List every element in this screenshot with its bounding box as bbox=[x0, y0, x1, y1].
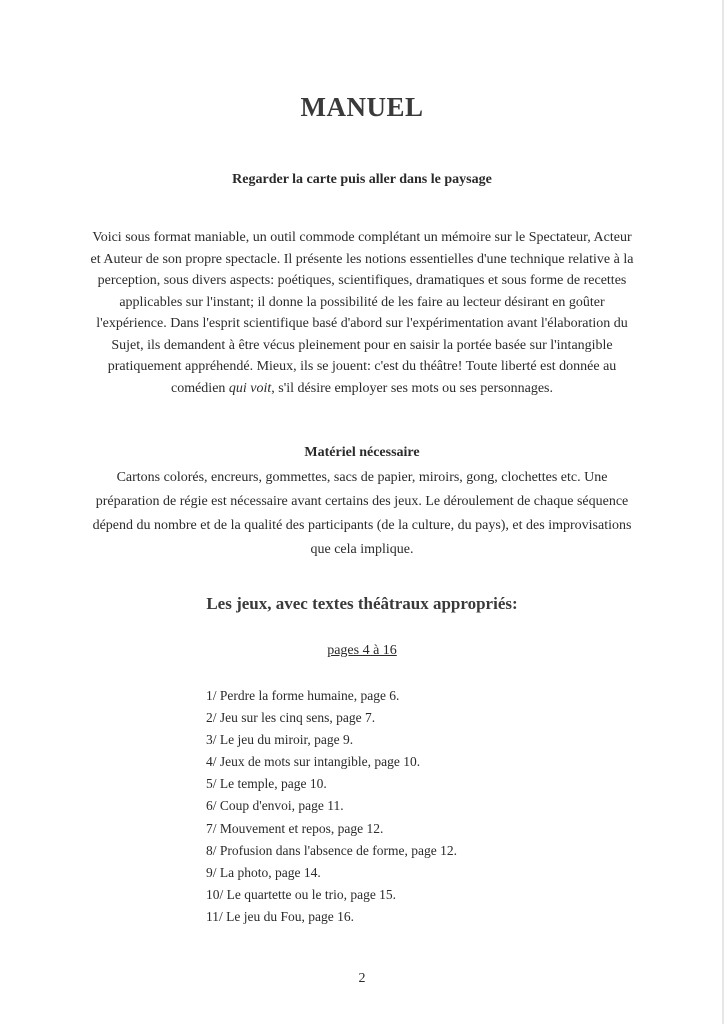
intro-italic-text: qui voit bbox=[228, 380, 272, 396]
document-title: MANUEL bbox=[300, 92, 424, 122]
materials-heading: Matériel nécessaire bbox=[304, 445, 420, 460]
list-item: 7/ Mouvement et repos, page 12. bbox=[206, 820, 384, 836]
list-item: 1/ Perdre la forme humaine, page 6. bbox=[206, 688, 400, 703]
intro-text-end: , s'il désire employer ses mots ou ses personnages. bbox=[271, 380, 553, 396]
list-item: 4/ Jeux de mots sur intangible, page 10. bbox=[206, 754, 421, 770]
page-number: 2 bbox=[358, 971, 366, 986]
intro-paragraph bbox=[90, 227, 634, 399]
list-item: 8/ Profusion dans l'absence de forme, page 12. bbox=[206, 842, 457, 858]
list-item: 3/ Le jeu du miroir, page 9. bbox=[206, 732, 354, 748]
list-item: 10/ Le quartette ou le trio, page 15. bbox=[206, 886, 397, 902]
list-item: 5/ Le temple, page 10. bbox=[206, 776, 327, 792]
list-item: 2/ Jeu sur les cinq sens, page 7. bbox=[206, 710, 376, 726]
materials-paragraph: Cartons colorés, encreurs, gommettes, sacs de papier, miroirs, gong, clochettes etc. Une préparation de régie est nécessaire avant certains des jeux. Le déroulement de chaque séquence dépend du nombre et de la qualité des participants (de la culture, du pays), et des improvisations que cela implique. bbox=[92, 470, 632, 557]
list-item: 11/ Le jeu du Fou, page 16. bbox=[206, 908, 354, 924]
intro-text: Voici sous format maniable, un outil commode complétant un mémoire sur le Spectateur, Acteur et Auteur de son propre spectacle. Il présente les notions essentielles d'une technique relative à la perception, sous divers aspects: poétiques, scientifiques, dramatiques et sous forme de recettes applicables sur l'instant; il donne la possibilité de les faire au lecteur désirant en goûter l'expérience. Dans l'esprit scientifique basé d'abord sur l'expérimentation avant l'élaboration du Sujet, ils demandent à être vécus pleinement pour en saisir la portée basée sur l'intangible pratiquement appréhendé. Mieux, ils se jouent: c'est du théâtre! Toute liberté est donnée au comédien bbox=[90, 230, 634, 396]
list-item: 6/ Coup d'envoi, page 11. bbox=[206, 798, 344, 814]
games-heading: Les jeux, avec textes théâtraux appropriés: bbox=[206, 594, 518, 613]
document-subtitle: Regarder la carte puis aller dans le paysage bbox=[232, 172, 492, 187]
list-item: 9/ La photo, page 14. bbox=[206, 864, 321, 880]
games-list bbox=[206, 685, 457, 928]
games-pages-range: pages 4 à 16 bbox=[327, 643, 397, 658]
